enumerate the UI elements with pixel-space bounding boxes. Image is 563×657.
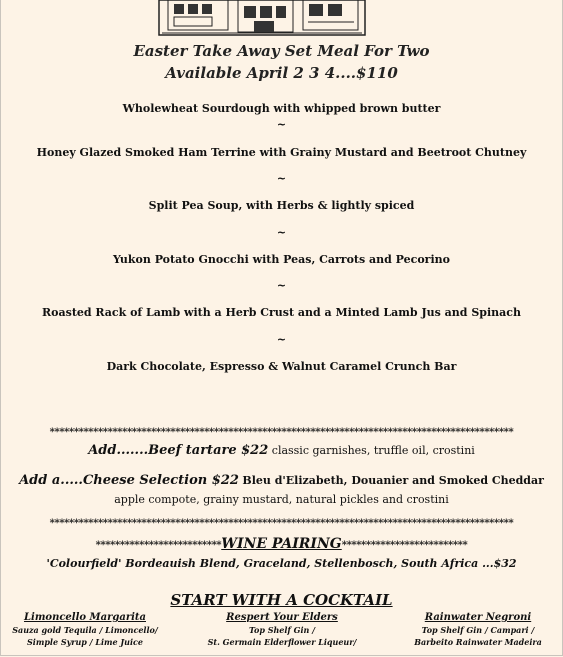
addon-beef-desc: classic garnishes, truffle oil, crostini (271, 444, 475, 457)
wine-pairing-desc: 'Colourfield' Bordeauish Blend, Graceland, Stellenbosch, South Africa ...$32 (46, 557, 517, 570)
course-lamb: Roasted Rack of Lamb with a Herb Crust and a Minted Lamb Jus and Spinach (42, 306, 521, 319)
cocktail-name: Respert Your Elders (226, 612, 338, 623)
stars-divider: ************************************************************************************************ (49, 518, 514, 529)
cocktail-name: Limoncello Margarita (23, 612, 146, 623)
cocktail-ingredients: Simple Syrup / Lime Juice (27, 637, 143, 647)
cocktail-ingredients: Top Shelf Gin / Campari / (421, 625, 535, 635)
course-gnocchi: Yukon Potato Gnocchi with Peas, Carrots and Pecorino (113, 253, 450, 266)
wine-pairing-heading (0, 536, 563, 552)
cocktail-name: Rainwater Negroni (424, 612, 532, 623)
addon-cheese-desc: Bleu d'Elizabeth, Douanier and Smoked Cheddar (242, 474, 544, 487)
restaurant-building-logo (158, 0, 366, 37)
addon-beef-tartare (0, 443, 563, 458)
wine-stars-left: ************************** (95, 540, 222, 551)
addon-cheese-label: Add a.....Cheese Selection $22 (19, 473, 239, 488)
menu-subtitle-price: Available April 2 3 4....$110 (165, 64, 398, 82)
cocktail-item (388, 612, 563, 647)
cocktail-item (0, 612, 175, 647)
course-separator: ~ (276, 333, 287, 346)
cocktail-ingredients: St. Germain Elderflower Liqueur/ (207, 637, 357, 647)
course-separator: ~ (276, 279, 287, 292)
addon-cheese-garnish: apple compote, grainy mustard, natural pickles and crostini (114, 493, 449, 506)
cocktail-ingredients: Top Shelf Gin / (248, 625, 316, 635)
course-separator: ~ (276, 226, 287, 239)
course-terrine: Honey Glazed Smoked Ham Terrine with Grainy Mustard and Beetroot Chutney (36, 146, 527, 159)
wine-stars-right: ************************** (341, 540, 468, 551)
cocktail-item (192, 612, 372, 647)
addon-beef-label: Add.......Beef tartare $22 (88, 443, 269, 458)
cocktail-ingredients: Sauza gold Tequila / Limoncello/ (12, 625, 158, 635)
cocktail-heading: START WITH A COCKTAIL (170, 591, 393, 609)
course-separator: ~ (276, 172, 287, 185)
stars-divider: ************************************************************************************************ (49, 427, 514, 438)
addon-cheese-selection (0, 473, 563, 488)
course-dessert: Dark Chocolate, Espresso & Walnut Caramel Crunch Bar (106, 360, 457, 373)
wine-pairing-label: WINE PAIRING (221, 536, 342, 552)
cocktail-ingredients: Barbeito Rainwater Madeira (414, 637, 542, 647)
menu-title: Easter Take Away Set Meal For Two (133, 42, 430, 60)
course-soup: Split Pea Soup, with Herbs & lightly spiced (148, 199, 415, 212)
course-bread: Wholewheat Sourdough with whipped brown butter (122, 102, 441, 115)
course-separator: ~ (276, 118, 287, 131)
